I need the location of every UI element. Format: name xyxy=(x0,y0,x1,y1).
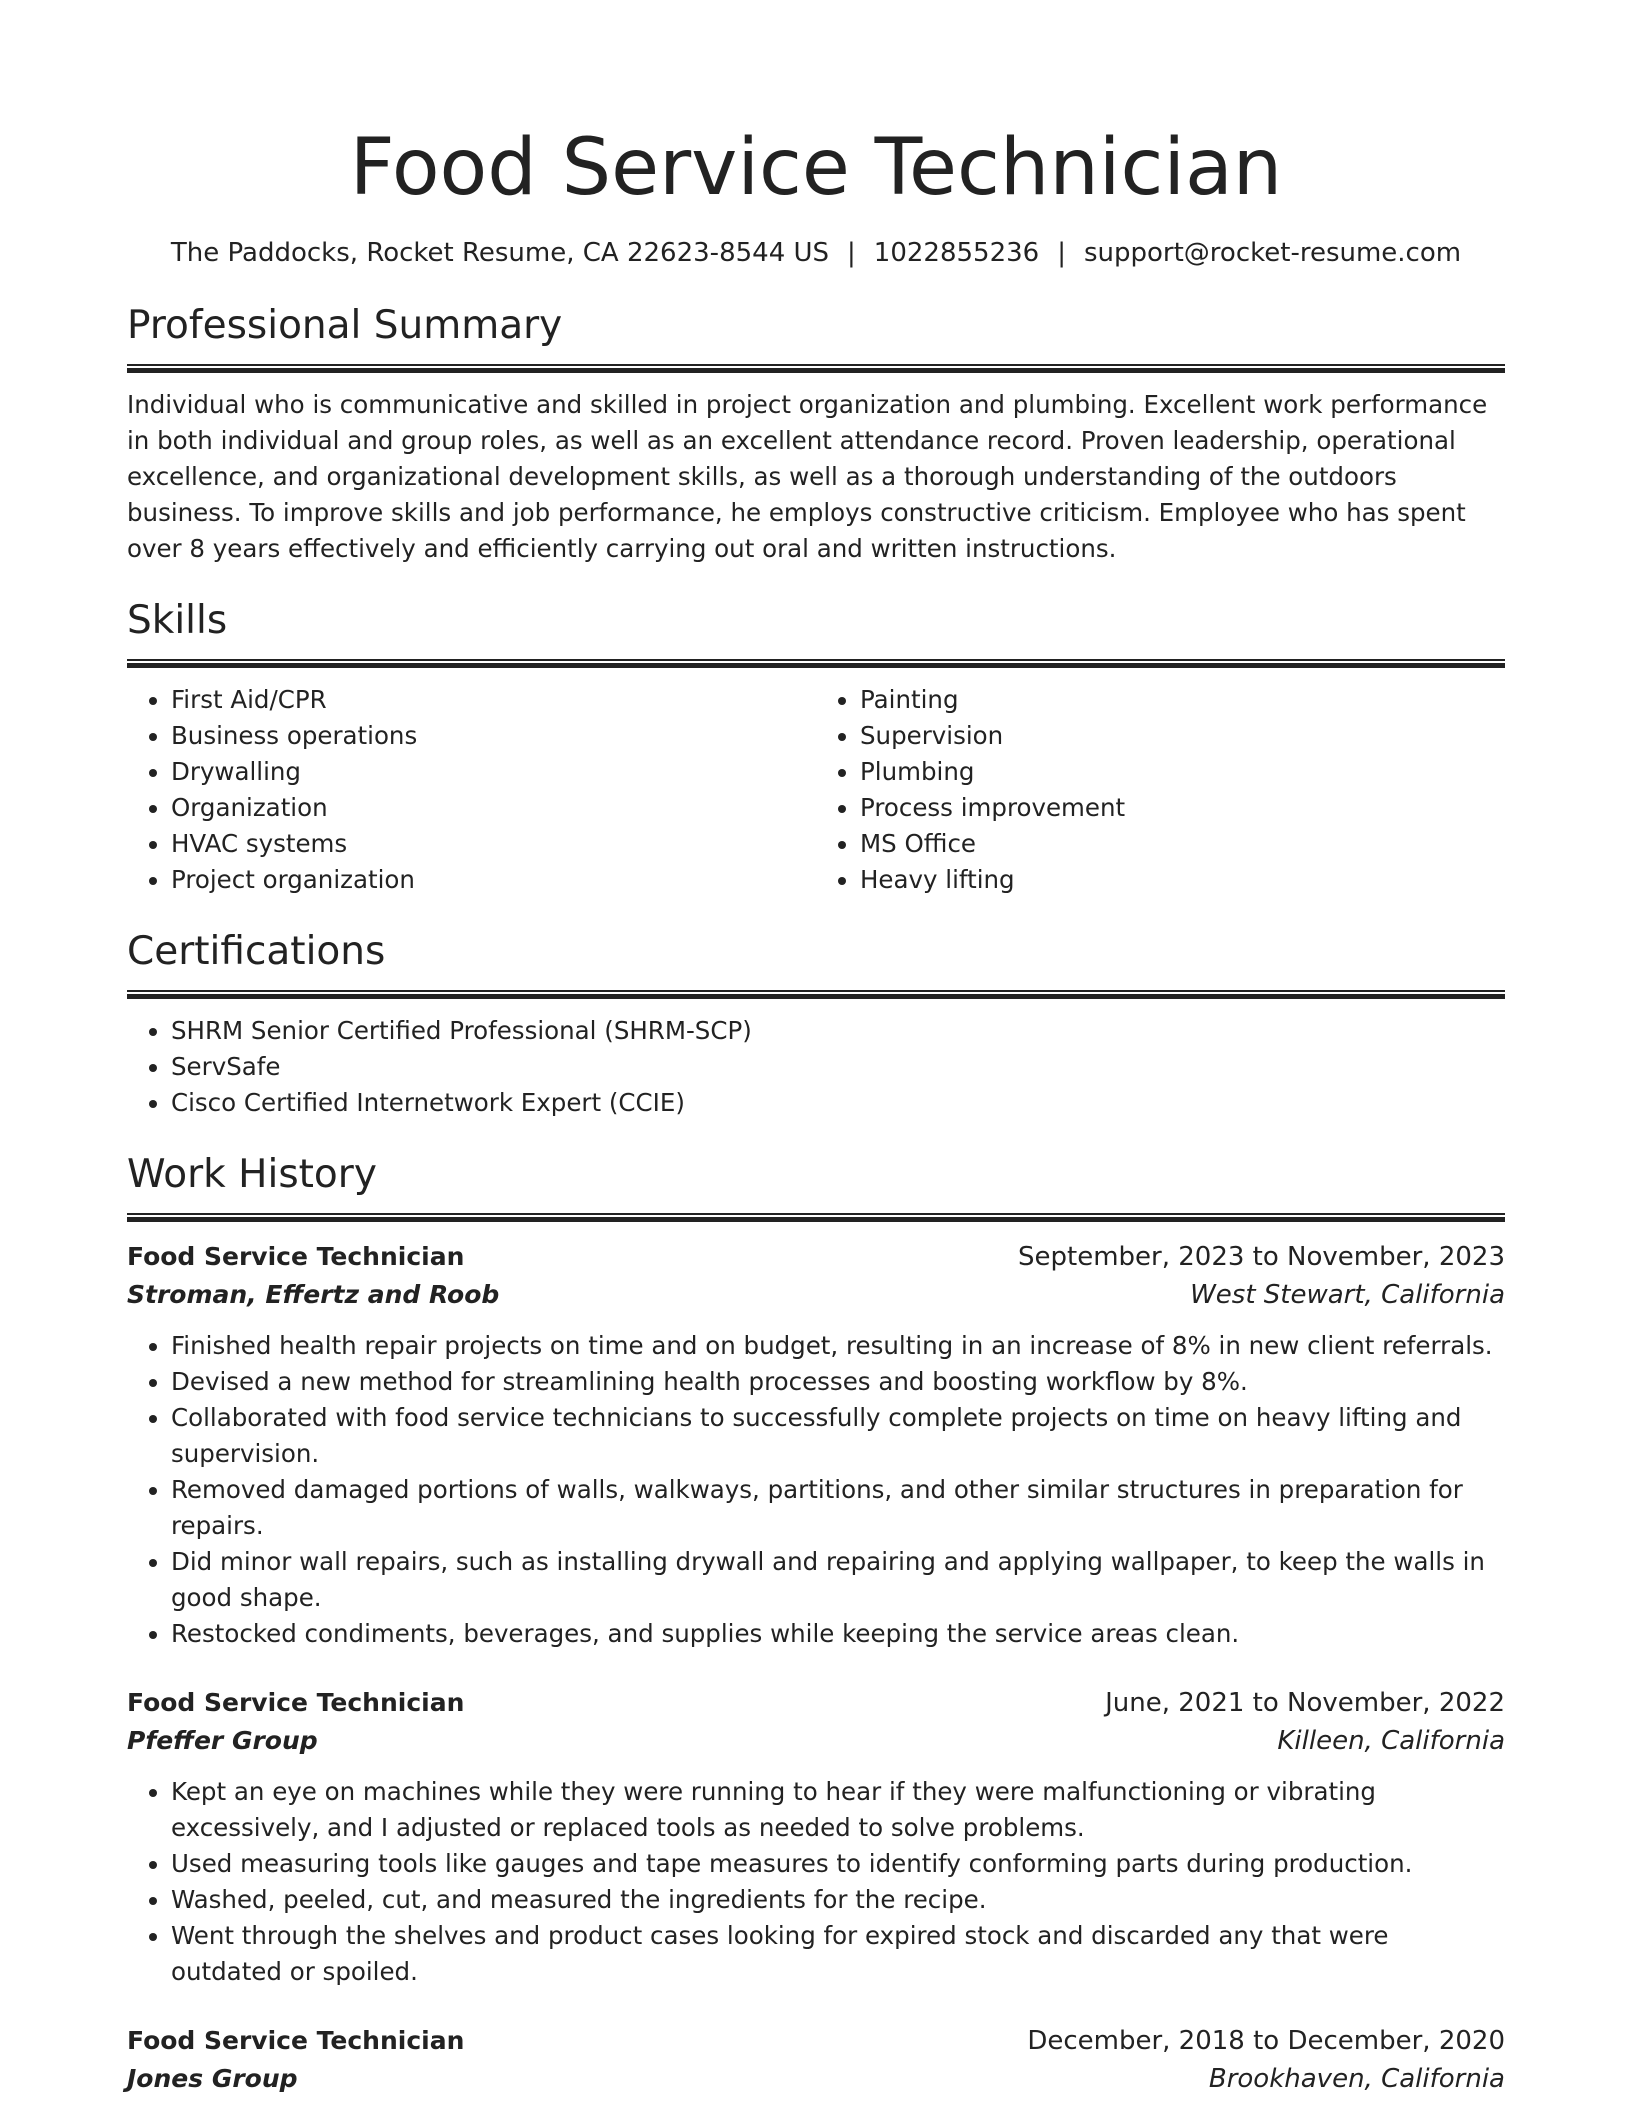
job-bullet: • Went through the shelves and product cases looking for expired stock and discarded any that were outdated or spoiled. xyxy=(171,1918,1505,1990)
job-company-row xyxy=(127,1276,1505,1314)
skill-item: • Drywalling xyxy=(171,754,816,790)
job-bullet: • Collaborated with food service technicians to successfully complete projects on time on heavy lifting and supervision. xyxy=(171,1400,1505,1472)
certification-item: • SHRM Senior Certified Professional (SHRM-SCP) xyxy=(171,1013,1505,1049)
contact-line xyxy=(127,236,1505,270)
section-divider xyxy=(127,990,1505,999)
job-location: Brookhaven, California xyxy=(1208,2064,1505,2094)
resume-name: Food Service Technician xyxy=(349,123,1283,213)
skill-item: • Business operations xyxy=(171,718,816,754)
job-dates: September, 2023 to November, 2023 xyxy=(1018,1242,1505,1272)
work-history-section xyxy=(127,1151,1505,2098)
skill-item: • MS Office xyxy=(860,826,1505,862)
skill-item: • Organization xyxy=(171,790,816,826)
job-title: Food Service Technician xyxy=(127,2026,465,2055)
job-bullet: • Washed, peeled, cut, and measured the ingredients for the recipe. xyxy=(171,1882,1505,1918)
contact-phone: 1022855236 xyxy=(873,238,1040,268)
contact-separator: | xyxy=(847,238,856,268)
skill-item: • Supervision xyxy=(860,718,1505,754)
job-bullet: • Used measuring tools like gauges and tape measures to identify conforming parts during production. xyxy=(171,1846,1505,1882)
job-header-row xyxy=(127,1684,1505,1722)
certification-item: • ServSafe xyxy=(171,1049,1505,1085)
skills-section xyxy=(127,597,1505,898)
contact-email: support@rocket-resume.com xyxy=(1083,238,1462,268)
contact-separator: | xyxy=(1057,238,1066,268)
job-company: Jones Group xyxy=(127,2064,298,2093)
skills-heading: Skills xyxy=(127,598,228,643)
skill-item: • Plumbing xyxy=(860,754,1505,790)
summary-heading: Professional Summary xyxy=(127,303,563,348)
job-header-row xyxy=(127,1238,1505,1276)
certification-item: • Cisco Certified Internetwork Expert (CCIE) xyxy=(171,1085,1505,1121)
job-bullet: • Kept an eye on machines while they were running to hear if they were malfunctioning or vibrating excessively, and I adjusted or replaced tools as needed to solve problems. xyxy=(171,1774,1505,1846)
skills-list-left xyxy=(127,682,816,898)
certifications-section xyxy=(127,928,1505,1121)
work-history-heading: Work History xyxy=(127,1152,377,1197)
section-divider xyxy=(127,659,1505,668)
job-bullets xyxy=(127,1328,1505,1652)
section-divider xyxy=(127,1213,1505,1222)
skills-columns xyxy=(127,682,1505,898)
summary-text: Individual who is communicative and skilled in project organization and plumbing. Excellent work performance in both individual and group roles, as well as an excellent attendance record. Proven leadership, operational excellence, and organizational development skills, as well as a thorough understanding of the outdoors business. To improve skills and job performance, he employs constructive criticism. Employee who has spent over 8 years effectively and efficiently carrying out oral and written instructions. xyxy=(127,390,1488,563)
certifications-heading: Certifications xyxy=(127,929,386,974)
job-title: Food Service Technician xyxy=(127,1242,465,1271)
job-entry xyxy=(127,1684,1505,1990)
job-bullet: • Finished health repair projects on time and on budget, resulting in an increase of 8% in new client referrals. xyxy=(171,1328,1505,1364)
job-dates: December, 2018 to December, 2020 xyxy=(1027,2026,1505,2056)
job-location: Killeen, California xyxy=(1277,1726,1505,1756)
job-company-row xyxy=(127,1722,1505,1760)
job-entry xyxy=(127,2022,1505,2098)
job-company: Pfeffer Group xyxy=(127,1726,318,1755)
job-entry xyxy=(127,1238,1505,1652)
job-company: Stroman, Effertz and Roob xyxy=(127,1280,500,1309)
contact-address: The Paddocks, Rocket Resume, CA 22623-8544 US xyxy=(170,238,830,268)
job-bullet: • Devised a new method for streamlining health processes and boosting workflow by 8%. xyxy=(171,1364,1505,1400)
section-divider xyxy=(127,364,1505,373)
skill-item: • Process improvement xyxy=(860,790,1505,826)
skill-item: • Painting xyxy=(860,682,1505,718)
skill-item: • HVAC systems xyxy=(171,826,816,862)
job-location: West Stewart, California xyxy=(1190,1280,1505,1310)
job-header-row xyxy=(127,2022,1505,2060)
skill-item: • Project organization xyxy=(171,862,816,898)
skill-item: • Heavy lifting xyxy=(860,862,1505,898)
skills-list-right xyxy=(816,682,1505,898)
certifications-list xyxy=(127,1013,1505,1121)
job-dates: June, 2021 to November, 2022 xyxy=(1105,1688,1505,1718)
job-bullets xyxy=(127,1774,1505,1990)
job-title: Food Service Technician xyxy=(127,1688,465,1717)
summary-section xyxy=(127,302,1505,567)
job-company-row xyxy=(127,2060,1505,2098)
job-bullet: • Removed damaged portions of walls, walkways, partitions, and other similar structures in preparation for repairs. xyxy=(171,1472,1505,1544)
skill-item: • First Aid/CPR xyxy=(171,682,816,718)
job-bullet: • Restocked condiments, beverages, and supplies while keeping the service areas clean. xyxy=(171,1616,1505,1652)
job-bullet: • Did minor wall repairs, such as installing drywall and repairing and applying wallpaper, to keep the walls in good shape. xyxy=(171,1544,1505,1616)
